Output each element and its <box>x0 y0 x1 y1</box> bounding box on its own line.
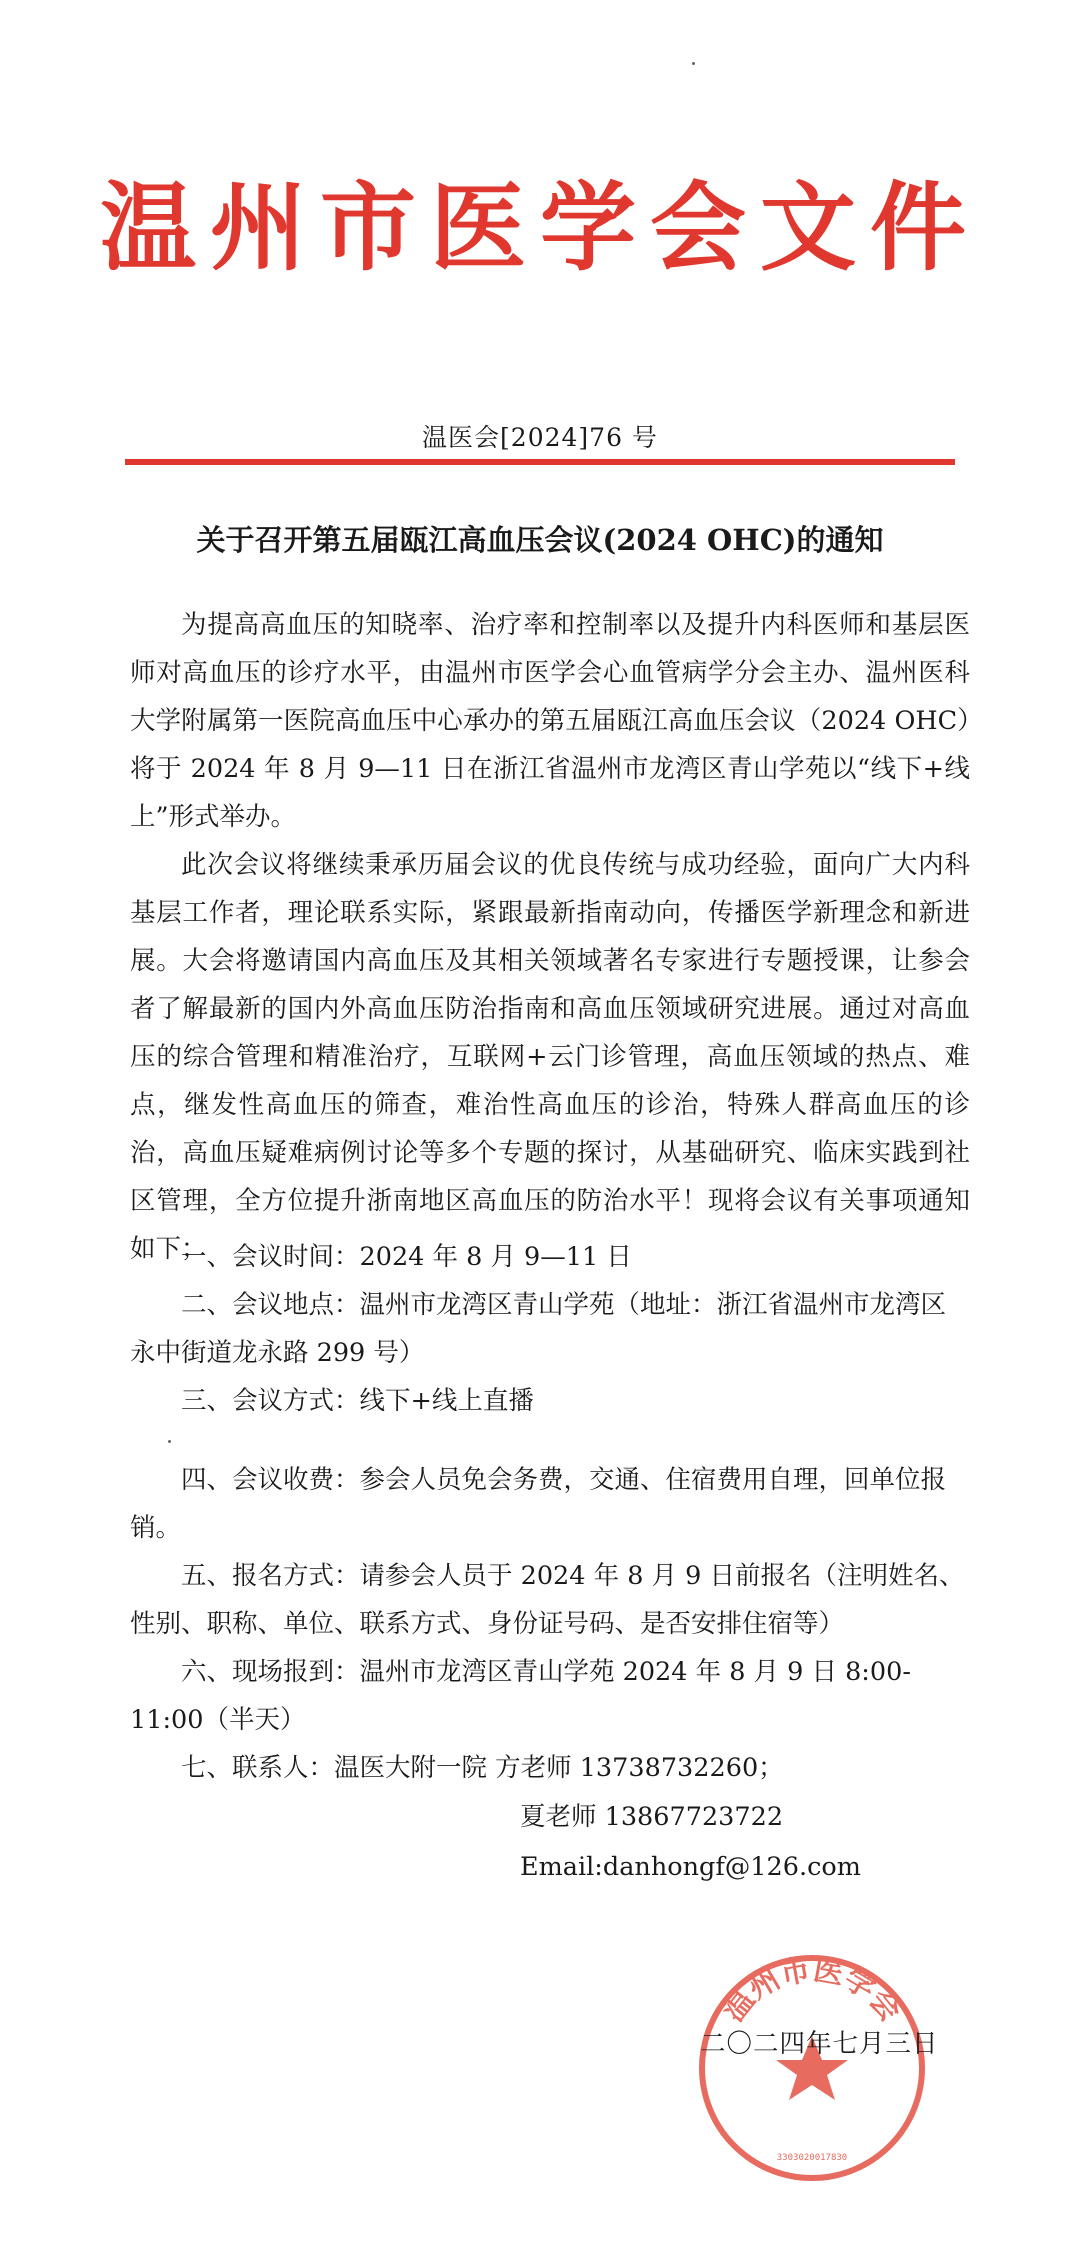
notice-title: 关于召开第五届瓯江高血压会议(2024 OHC)的通知 <box>196 523 884 557</box>
red-divider-rule <box>125 459 955 465</box>
paragraph-text: 为提高高血压的知晓率、治疗率和控制率以及提升内科医师和基层医师对高血压的诊疗水平，由温州市医学会心血管病学分会主办、温州医科大学附属第一医院高血压中心承办的第五届瓯江高血压会议（2024 OHC）将于 2024 年 8 月 9—11 日在浙江省温州市龙湾区青山学苑以“线下+线上”形式举办。 <box>130 610 970 832</box>
item-contact: 七、联系人：温医大附一院 方老师 13738732260； <box>181 1753 784 1783</box>
item-meeting-location: 二、会议地点：温州市龙湾区青山学苑（地址：浙江省温州市龙湾区永中街道龙永路 299 号） <box>130 1290 947 1368</box>
item-meeting-time: 一、会议时间：2024 年 8 月 9—11 日 <box>181 1242 632 1272</box>
seal-code-text: 3303020017830 <box>776 2153 848 2163</box>
contact-xia: 夏老师 13867723722 <box>520 1802 784 1832</box>
intro-paragraph <box>130 601 970 841</box>
item-onsite-checkin: 六、现场报到：温州市龙湾区青山学苑 2024 年 8 月 9 日 8:00-11:00（半天） <box>130 1657 911 1735</box>
background-paragraph <box>130 841 970 1273</box>
scan-speck <box>692 62 695 65</box>
masthead-title: 温州市医学会文件 <box>100 172 980 284</box>
item-registration: 五、报名方式：请参会人员于 2024 年 8 月 9 日前报名（注明姓名、性别、职称、单位、联系方式、身份证号码、是否安排住宿等） <box>130 1561 965 1639</box>
paragraph-text: 此次会议将继续秉承历届会议的优良传统与成功经验，面向广大内科基层工作者，理论联系实际，紧跟最新指南动向，传播医学新理念和新进展。大会将邀请国内高血压及其相关领域著名专家进行专题授课，让参会者了解最新的国内外高血压防治指南和高血压领域研究进展。通过对高血压的综合管理和精准治疗，互联网+云门诊管理，高血压领域的热点、难点，继发性高血压的筛查，难治性高血压的诊治，特殊人群高血压的诊治，高血压疑难病例讨论等多个专题的探讨，从基础研究、临床实践到社区管理，全方位提升浙南地区高血压的防治水平！现将会议有关事项通知如下； <box>130 850 970 1264</box>
document-number: 温医会[2024]76 号 <box>422 423 658 452</box>
seal-name-text: 温州市医学会 <box>716 1952 908 2029</box>
official-seal-stamp <box>692 1948 932 2188</box>
item-meeting-format: 三、会议方式：线下+线上直播 <box>181 1386 534 1416</box>
item-meeting-fee: 四、会议收费：参会人员免会务费，交通、住宿费用自理，回单位报销。 <box>130 1465 947 1543</box>
scan-speck <box>168 1440 171 1443</box>
issue-date: 二〇二四年七月三日 <box>700 2029 939 2059</box>
contact-email: Email:danhongf@126.com <box>520 1852 861 1882</box>
